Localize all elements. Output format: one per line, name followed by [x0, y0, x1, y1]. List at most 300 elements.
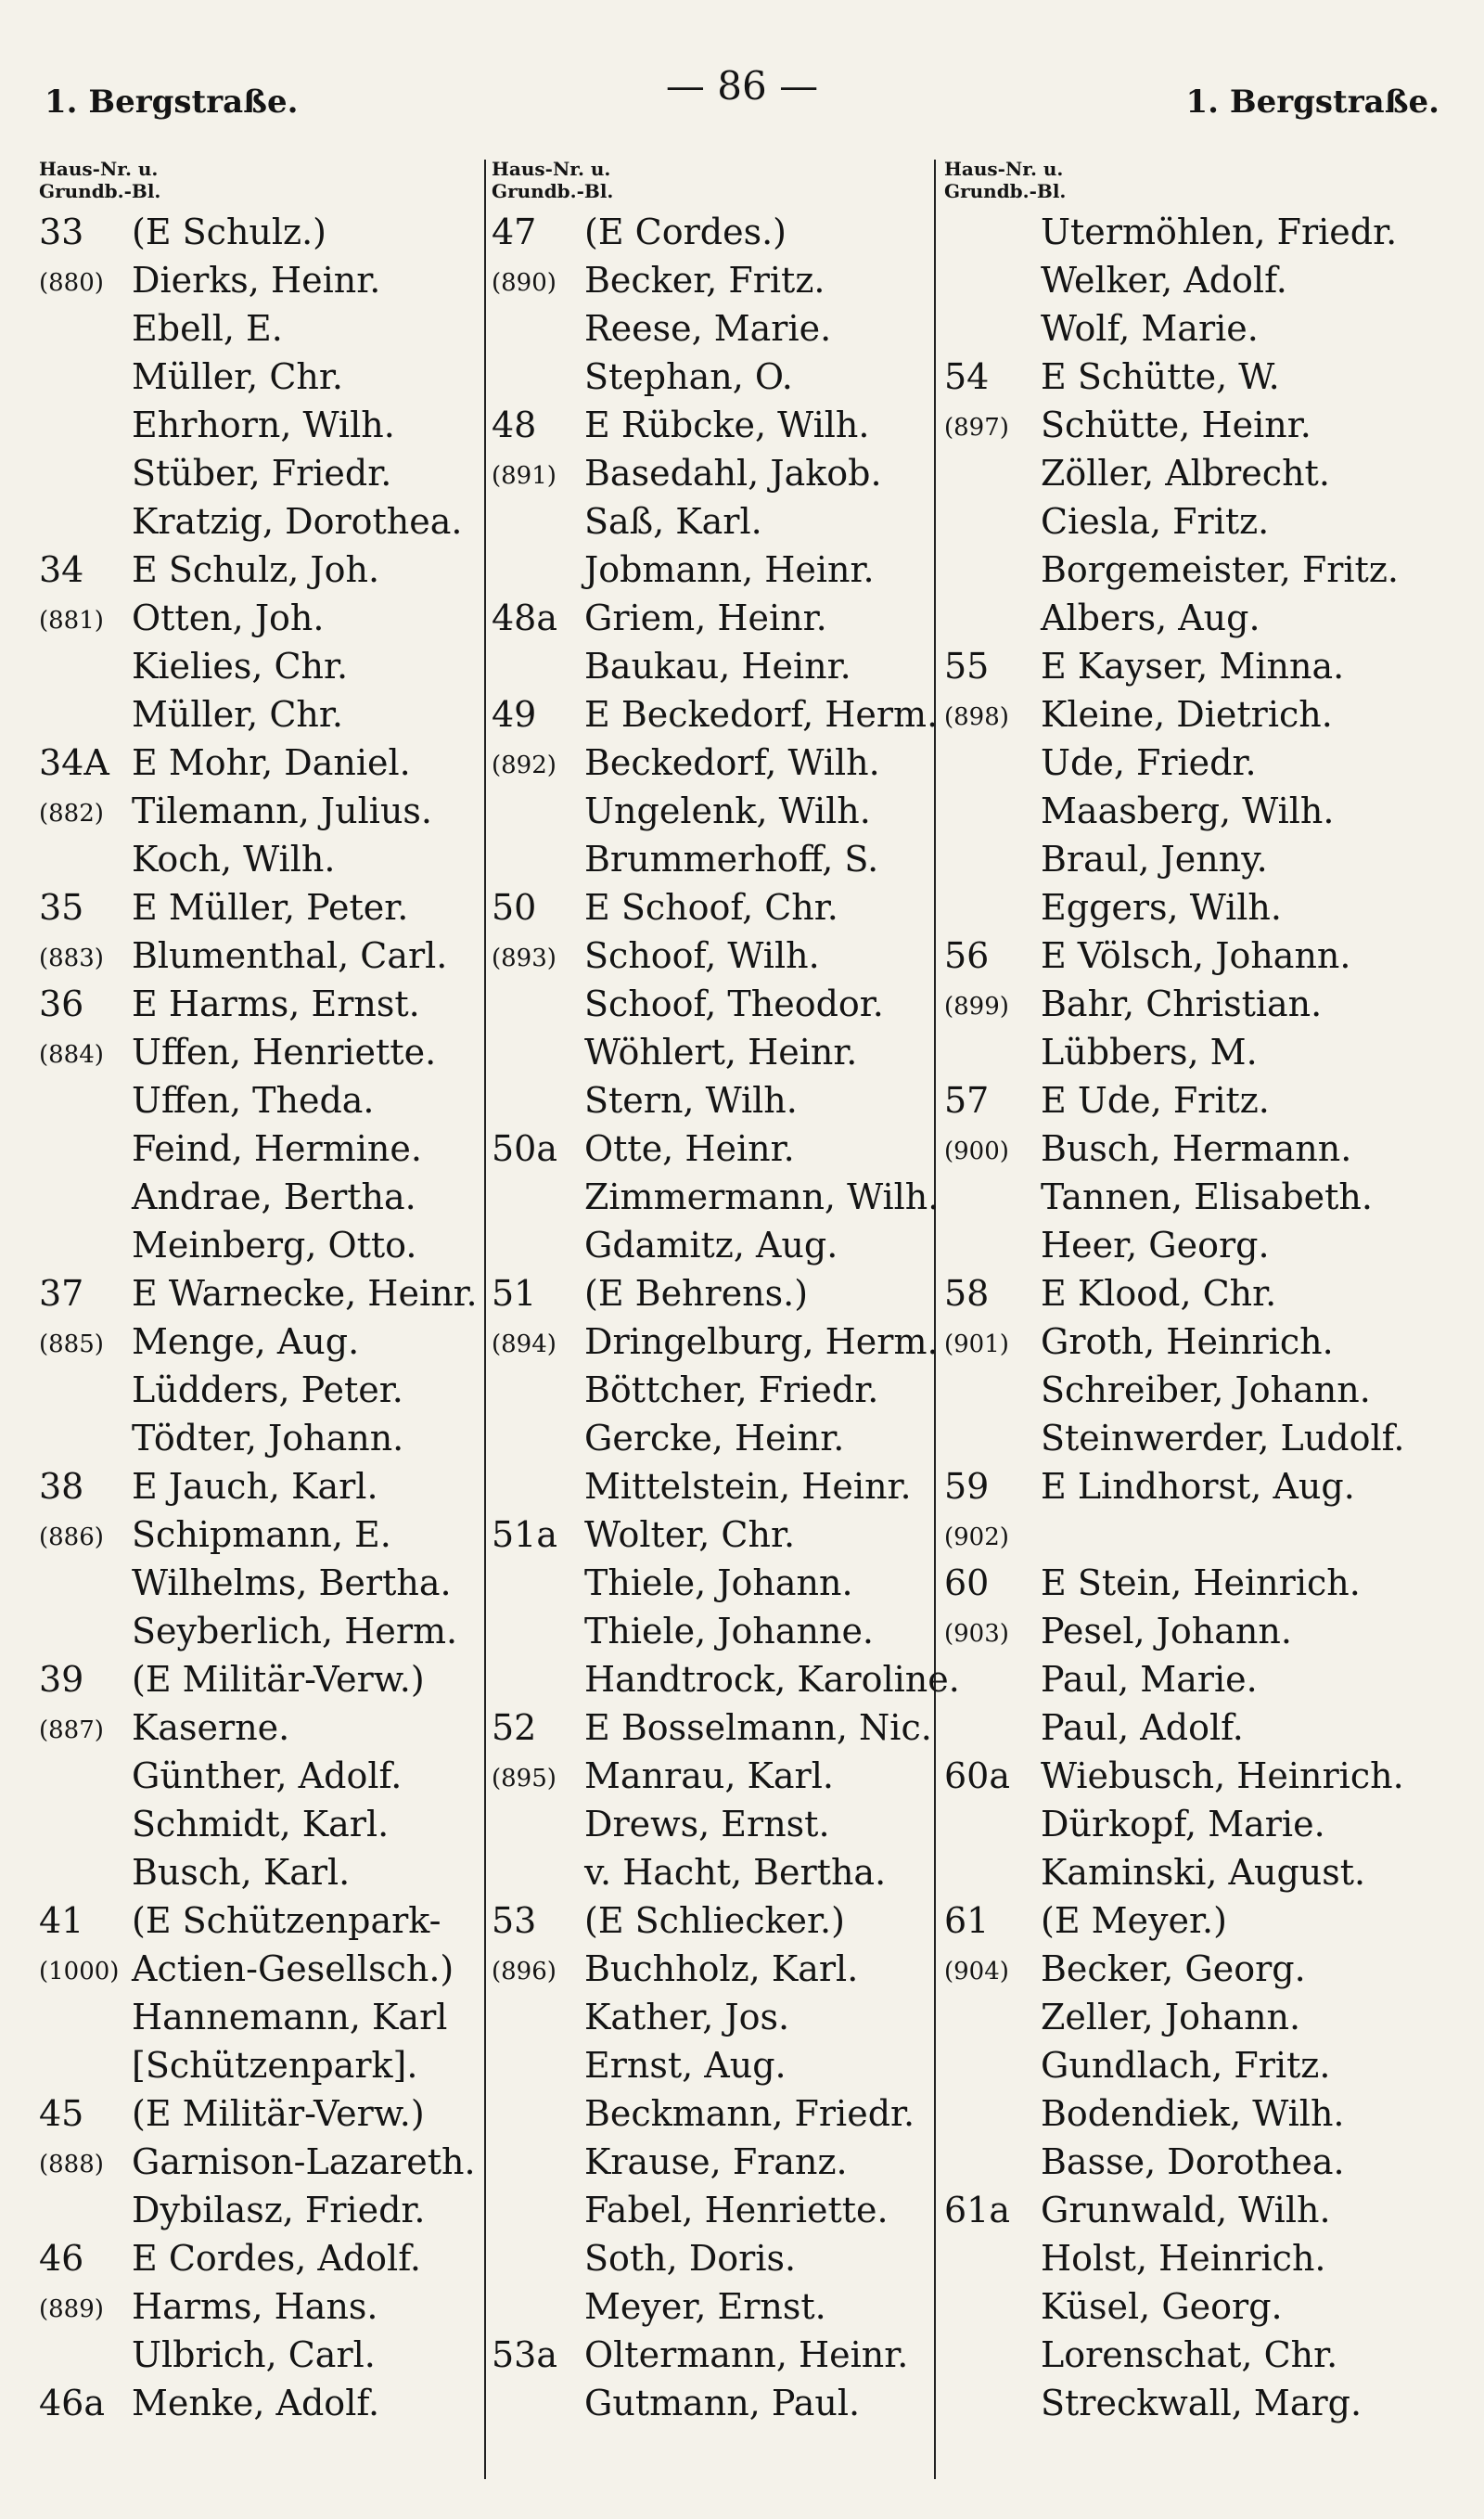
- directory-entry: [944, 1269, 1408, 1317]
- directory-entry: [39, 1896, 475, 1945]
- house-number: 51a: [492, 1514, 558, 1555]
- directory-entry: [39, 1848, 475, 1896]
- resident-name: Gdamitz, Aug.: [584, 1225, 838, 1266]
- directory-entry: [39, 1703, 475, 1752]
- resident-name: Schoof, Wilh.: [584, 935, 820, 976]
- resident-name: E Klood, Chr.: [1041, 1273, 1277, 1314]
- resident-name: Becker, Fritz.: [584, 260, 825, 301]
- land-register-sheet: (903): [944, 1620, 1009, 1648]
- directory-entry: [944, 1076, 1408, 1125]
- resident-name: Menke, Adolf.: [132, 2383, 380, 2423]
- resident-name: Tilemann, Julius.: [132, 790, 433, 831]
- directory-entry: [944, 497, 1408, 546]
- directory-entry: [492, 1028, 928, 1076]
- directory-entry: [944, 1993, 1408, 2041]
- resident-name: Stern, Wilh.: [584, 1080, 798, 1121]
- directory-entry: [39, 739, 475, 787]
- directory-entry: [492, 883, 928, 932]
- resident-name: Ungelenk, Wilh.: [584, 790, 871, 831]
- directory-entry: [492, 1607, 928, 1655]
- directory-entry: [492, 1317, 939, 1366]
- resident-name: Zimmermann, Wilh.: [584, 1176, 940, 1217]
- directory-entry: [39, 642, 475, 690]
- directory-entry: [944, 1607, 1408, 1655]
- house-number: 38: [39, 1466, 84, 1507]
- resident-name: Ehrhorn, Wilh.: [132, 405, 395, 445]
- land-register-sheet: (883): [39, 945, 104, 972]
- house-number: 39: [39, 1659, 84, 1700]
- directory-entry: [492, 835, 928, 883]
- resident-name: Thiele, Johanne.: [584, 1611, 875, 1651]
- resident-name: Uffen, Henriette.: [132, 1032, 437, 1073]
- directory-entry: [944, 1366, 1408, 1414]
- directory-entry: [944, 2186, 1408, 2234]
- directory-entry: [492, 546, 928, 594]
- directory-entry: [492, 1993, 928, 2041]
- resident-name: Mittelstein, Heinr.: [584, 1466, 912, 1507]
- resident-name: Braul, Jenny.: [1041, 839, 1268, 880]
- resident-name: Borgemeister, Fritz.: [1041, 549, 1399, 590]
- directory-entry: [39, 980, 475, 1028]
- resident-name: Welker, Adolf.: [1041, 260, 1287, 301]
- resident-name: Schmidt, Karl.: [132, 1804, 390, 1844]
- column-header-line: Haus-Nr. u.: [944, 158, 1064, 180]
- directory-entry: [944, 1848, 1408, 1896]
- house-number: 46a: [39, 2383, 106, 2423]
- directory-entry: [492, 932, 928, 980]
- resident-name: Zeller, Johann.: [1041, 1997, 1301, 2037]
- house-number: 51: [492, 1273, 537, 1314]
- house-number: 48: [492, 405, 537, 445]
- resident-name: (E Cordes.): [584, 212, 787, 252]
- resident-name: Müller, Chr.: [132, 356, 343, 397]
- resident-name: (E Behrens.): [584, 1273, 809, 1314]
- directory-entry: [944, 883, 1408, 932]
- resident-name: (E Meyer.): [1041, 1900, 1227, 1941]
- house-number: 50a: [492, 1128, 558, 1169]
- directory-entry: [492, 2379, 928, 2427]
- land-register-sheet: (880): [39, 269, 104, 297]
- house-number: 60: [944, 1562, 990, 1603]
- directory-entry: [492, 642, 928, 690]
- column-divider: [484, 160, 486, 2479]
- directory-entry: [492, 1655, 960, 1703]
- land-register-sheet: (888): [39, 2151, 104, 2178]
- directory-entry: [39, 1173, 475, 1221]
- directory-entry: [492, 497, 928, 546]
- directory-entry: [492, 980, 928, 1028]
- directory-entry: [492, 1703, 932, 1752]
- house-number: 35: [39, 887, 84, 928]
- directory-entry: [39, 1945, 475, 1993]
- resident-name: Meinberg, Otto.: [132, 1225, 417, 1266]
- column-header: [944, 158, 1408, 208]
- resident-name: Dybilasz, Friedr.: [132, 2190, 426, 2230]
- land-register-sheet: (891): [492, 462, 556, 490]
- resident-name: Stüber, Friedr.: [132, 453, 392, 494]
- directory-entry: [492, 1269, 928, 1317]
- directory-entry: [39, 1269, 478, 1317]
- directory-entry: [492, 1125, 928, 1173]
- directory-entry: [492, 1462, 928, 1510]
- resident-name: E Warnecke, Heinr.: [132, 1273, 478, 1314]
- resident-name: Ernst, Aug.: [584, 2045, 787, 2086]
- directory-entry: [944, 932, 1408, 980]
- directory-column-1: [39, 158, 478, 2427]
- directory-entry: [944, 642, 1408, 690]
- resident-name: Wiebusch, Heinrich.: [1041, 1755, 1404, 1796]
- resident-name: Hannemann, Karl: [132, 1997, 448, 2037]
- directory-entry: [492, 1221, 928, 1269]
- resident-name: Gundlach, Fritz.: [1041, 2045, 1331, 2086]
- resident-name: Ebell, E.: [132, 308, 283, 349]
- resident-name: Pesel, Johann.: [1041, 1611, 1292, 1651]
- land-register-sheet: (900): [944, 1137, 1009, 1165]
- resident-name: Ciesla, Fritz.: [1041, 501, 1270, 542]
- resident-name: Lorenschat, Chr.: [1041, 2334, 1338, 2375]
- directory-entry: [492, 2234, 928, 2282]
- directory-entry: [944, 1800, 1408, 1848]
- house-number: 34: [39, 549, 84, 590]
- directory-entry: [39, 932, 475, 980]
- directory-entry: [944, 835, 1408, 883]
- house-number: 48a: [492, 598, 558, 638]
- directory-entry: [944, 2089, 1408, 2138]
- directory-entry: [944, 1414, 1408, 1462]
- directory-entry: [492, 208, 928, 256]
- resident-name: E Bosselmann, Nic.: [584, 1707, 932, 1748]
- directory-entry: [944, 2331, 1408, 2379]
- directory-entry: [39, 1076, 475, 1125]
- directory-entry: [492, 2041, 928, 2089]
- directory-entry: [944, 1510, 1408, 1559]
- house-number: 52: [492, 1707, 537, 1748]
- resident-name: E Jauch, Karl.: [132, 1466, 378, 1507]
- land-register-sheet: (899): [944, 993, 1009, 1021]
- resident-name: Otten, Joh.: [132, 598, 325, 638]
- directory-entry: [39, 546, 475, 594]
- land-register-sheet: (882): [39, 800, 104, 828]
- resident-name: Basedahl, Jakob.: [584, 453, 882, 494]
- resident-name: Tödter, Johann.: [132, 1418, 404, 1459]
- resident-name: Busch, Hermann.: [1041, 1128, 1352, 1169]
- resident-name: Streckwall, Marg.: [1041, 2383, 1362, 2423]
- directory-entry: [944, 449, 1408, 497]
- resident-name: Handtrock, Karoline.: [584, 1659, 960, 1700]
- resident-name: Wolf, Marie.: [1041, 308, 1259, 349]
- running-head-right: 1. Bergstraße.: [1185, 84, 1439, 121]
- directory-entry: [492, 1076, 928, 1125]
- land-register-sheet: (895): [492, 1765, 556, 1793]
- resident-name: Meyer, Ernst.: [584, 2286, 826, 2327]
- directory-entry: [39, 353, 475, 401]
- house-number: 61: [944, 1900, 990, 1941]
- resident-name: Groth, Heinrich.: [1041, 1321, 1334, 1362]
- resident-name: Otte, Heinr.: [584, 1128, 795, 1169]
- directory-column-2: [492, 158, 960, 2427]
- resident-name: Bodendiek, Wilh.: [1041, 2093, 1345, 2134]
- directory-entry: [944, 2234, 1408, 2282]
- house-number: 46: [39, 2238, 84, 2279]
- resident-name: Koch, Wilh.: [132, 839, 336, 880]
- resident-name: Schipmann, E.: [132, 1514, 391, 1555]
- resident-name: Oltermann, Heinr.: [584, 2334, 909, 2375]
- directory-entry: [944, 1703, 1408, 1752]
- resident-name: Becker, Georg.: [1041, 1948, 1306, 1989]
- resident-name: Wolter, Chr.: [584, 1514, 796, 1555]
- column-header-line: Haus-Nr. u.: [492, 158, 611, 180]
- resident-name: Kaserne.: [132, 1707, 290, 1748]
- house-number: 49: [492, 694, 537, 735]
- directory-entry: [39, 1462, 475, 1510]
- resident-name: Feind, Hermine.: [132, 1128, 422, 1169]
- column-header-line: Grundb.-Bl.: [492, 180, 614, 202]
- directory-entry: [492, 1510, 928, 1559]
- directory-entry: [39, 256, 475, 304]
- directory-entry: [944, 353, 1408, 401]
- column-header: [39, 158, 475, 208]
- directory-entry: [944, 546, 1408, 594]
- resident-name: (E Militär-Verw.): [132, 2093, 425, 2134]
- directory-entry: [39, 2379, 475, 2427]
- directory-entry: [944, 1317, 1408, 1366]
- directory-entry: [944, 1125, 1408, 1173]
- directory-entry: [39, 1559, 475, 1607]
- directory-entry: [39, 1366, 475, 1414]
- directory-entry: [492, 449, 928, 497]
- resident-name: Müller, Chr.: [132, 694, 343, 735]
- directory-entry: [39, 304, 475, 353]
- house-number: 50: [492, 887, 537, 928]
- resident-name: Dierks, Heinr.: [132, 260, 381, 301]
- directory-entry: [39, 1655, 475, 1703]
- directory-entry: [492, 594, 928, 642]
- resident-name: Schreiber, Johann.: [1041, 1369, 1371, 1410]
- resident-name: E Stein, Heinrich.: [1041, 1562, 1361, 1603]
- resident-name: Drews, Ernst.: [584, 1804, 830, 1844]
- directory-entry: [39, 1028, 475, 1076]
- directory-entry: [39, 401, 475, 449]
- directory-entry: [39, 1993, 475, 2041]
- resident-name: Beckedorf, Wilh.: [584, 742, 880, 783]
- resident-name: Blumenthal, Carl.: [132, 935, 448, 976]
- resident-name: E Lindhorst, Aug.: [1041, 1466, 1355, 1507]
- directory-entry: [39, 2138, 475, 2186]
- directory-entry: [492, 787, 928, 835]
- directory-entry: [492, 2282, 928, 2331]
- directory-entry: [39, 883, 475, 932]
- resident-name: Eggers, Wilh.: [1041, 887, 1282, 928]
- directory-entry: [492, 1848, 928, 1896]
- resident-name: Schütte, Heinr.: [1041, 405, 1311, 445]
- directory-entry: [944, 1896, 1408, 1945]
- house-number: 34A: [39, 742, 109, 783]
- directory-entry: [492, 2186, 928, 2234]
- land-register-sheet: (886): [39, 1523, 104, 1551]
- resident-name: E Mohr, Daniel.: [132, 742, 411, 783]
- directory-entry: [492, 256, 928, 304]
- directory-entry: [39, 1221, 475, 1269]
- resident-name: E Schoof, Chr.: [584, 887, 838, 928]
- resident-name: Schoof, Theodor.: [584, 983, 884, 1024]
- resident-name: Krause, Franz.: [584, 2141, 848, 2182]
- house-number: 36: [39, 983, 84, 1024]
- directory-entry: [39, 690, 475, 739]
- directory-entry: [492, 1752, 928, 1800]
- resident-name: E Harms, Ernst.: [132, 983, 420, 1024]
- directory-entry: [39, 594, 475, 642]
- resident-name: Garnison-Lazareth.: [132, 2141, 476, 2182]
- land-register-sheet: (898): [944, 703, 1009, 731]
- directory-entry: [944, 1173, 1408, 1221]
- resident-name: Buchholz, Karl.: [584, 1948, 859, 1989]
- directory-entry: [944, 1559, 1408, 1607]
- land-register-sheet: (890): [492, 269, 556, 297]
- directory-entry: [39, 1125, 475, 1173]
- directory-entry: [944, 690, 1408, 739]
- house-number: 57: [944, 1080, 990, 1121]
- resident-name: Beckmann, Friedr.: [584, 2093, 915, 2134]
- land-register-sheet: (881): [39, 607, 104, 635]
- resident-name: E Schulz, Joh.: [132, 549, 380, 590]
- resident-name: Fabel, Henriette.: [584, 2190, 889, 2230]
- resident-name: Andrae, Bertha.: [132, 1176, 416, 1217]
- house-number: 59: [944, 1466, 990, 1507]
- resident-name: Dürkopf, Marie.: [1041, 1804, 1325, 1844]
- land-register-sheet: (904): [944, 1958, 1009, 1986]
- directory-entry: [492, 739, 928, 787]
- resident-name: Albers, Aug.: [1041, 598, 1260, 638]
- resident-name: Ulbrich, Carl.: [132, 2334, 376, 2375]
- resident-name: E Beckedorf, Herm.: [584, 694, 939, 735]
- directory-entry: [492, 2138, 928, 2186]
- land-register-sheet: (892): [492, 752, 556, 779]
- page-header: [45, 63, 1439, 119]
- directory-entry: [39, 2282, 475, 2331]
- column-header: [492, 158, 928, 208]
- resident-name: E Kayser, Minna.: [1041, 646, 1345, 687]
- directory-entry: [944, 1752, 1408, 1800]
- directory-entry: [944, 2282, 1408, 2331]
- directory-entry: [39, 1510, 475, 1559]
- resident-name: Lübbers, M.: [1041, 1032, 1258, 1073]
- resident-name: E Rübcke, Wilh.: [584, 405, 870, 445]
- column-header-line: Grundb.-Bl.: [944, 180, 1067, 202]
- directory-entry: [944, 1655, 1408, 1703]
- directory-entry: [39, 2041, 475, 2089]
- directory-entry: [39, 2089, 475, 2138]
- directory-entry: [944, 304, 1408, 353]
- resident-name: E Müller, Peter.: [132, 887, 409, 928]
- resident-name: Dringelburg, Herm.: [584, 1321, 939, 1362]
- resident-name: Zöller, Albrecht.: [1041, 453, 1330, 494]
- resident-name: Steinwerder, Ludolf.: [1041, 1418, 1405, 1459]
- directory-entry: [492, 401, 928, 449]
- directory-entry: [944, 208, 1408, 256]
- resident-name: Günther, Adolf.: [132, 1755, 403, 1796]
- resident-name: Tannen, Elisabeth.: [1041, 1176, 1373, 1217]
- column-header-line: Haus-Nr. u.: [39, 158, 159, 180]
- directory-entry: [944, 787, 1408, 835]
- resident-name: Busch, Karl.: [132, 1852, 351, 1893]
- resident-name: Menge, Aug.: [132, 1321, 360, 1362]
- directory-entry: [39, 449, 475, 497]
- directory-entry: [39, 787, 475, 835]
- resident-name: Bahr, Christian.: [1041, 983, 1323, 1024]
- resident-name: Küsel, Georg.: [1041, 2286, 1283, 2327]
- directory-entry: [39, 2331, 475, 2379]
- land-register-sheet: (893): [492, 945, 556, 972]
- directory-entry: [39, 2186, 475, 2234]
- house-number: 53: [492, 1900, 537, 1941]
- resident-name: Kielies, Chr.: [132, 646, 349, 687]
- resident-name: Maasberg, Wilh.: [1041, 790, 1335, 831]
- page-number: — 86 —: [665, 63, 819, 109]
- directory-column-3: [944, 158, 1408, 2427]
- directory-entry: [39, 1607, 475, 1655]
- house-number: 41: [39, 1900, 84, 1941]
- land-register-sheet: (885): [39, 1330, 104, 1358]
- running-head-left: 1. Bergstraße.: [45, 84, 299, 121]
- land-register-sheet: (884): [39, 1041, 104, 1069]
- resident-name: Harms, Hans.: [132, 2286, 378, 2327]
- resident-name: Gercke, Heinr.: [584, 1418, 845, 1459]
- land-register-sheet: (887): [39, 1716, 104, 1744]
- directory-entry: [39, 497, 475, 546]
- resident-name: Kleine, Dietrich.: [1041, 694, 1333, 735]
- resident-name: (E Schützenpark-: [132, 1900, 441, 1941]
- resident-name: Jobmann, Heinr.: [584, 549, 875, 590]
- land-register-sheet: (901): [944, 1330, 1009, 1358]
- land-register-sheet: (889): [39, 2295, 104, 2323]
- column-header-line: Grundb.-Bl.: [39, 180, 161, 202]
- resident-name: E Schütte, W.: [1041, 356, 1280, 397]
- directory-entry: [492, 1559, 928, 1607]
- resident-name: Paul, Marie.: [1041, 1659, 1258, 1700]
- resident-name: Saß, Karl.: [584, 501, 762, 542]
- directory-entry: [492, 1945, 928, 1993]
- resident-name: Basse, Dorothea.: [1041, 2141, 1345, 2182]
- directory-entry: [492, 1800, 928, 1848]
- resident-name: Wöhlert, Heinr.: [584, 1032, 858, 1073]
- land-register-sheet: (897): [944, 414, 1009, 442]
- house-number: 61a: [944, 2190, 1011, 2230]
- house-number: 56: [944, 935, 990, 976]
- land-register-sheet: (894): [492, 1330, 556, 1358]
- directory-entry: [492, 1173, 940, 1221]
- resident-name: Kratzig, Dorothea.: [132, 501, 463, 542]
- resident-name: Reese, Marie.: [584, 308, 832, 349]
- resident-name: Gutmann, Paul.: [584, 2383, 861, 2423]
- resident-name: Paul, Adolf.: [1041, 1707, 1244, 1748]
- directory-entry: [944, 2041, 1408, 2089]
- land-register-sheet: (896): [492, 1958, 556, 1986]
- directory-entry: [39, 835, 475, 883]
- directory-entry: [39, 1752, 475, 1800]
- resident-name: Holst, Heinrich.: [1041, 2238, 1326, 2279]
- resident-name: Wilhelms, Bertha.: [132, 1562, 452, 1603]
- resident-name: Utermöhlen, Friedr.: [1041, 212, 1398, 252]
- house-number: 53a: [492, 2334, 558, 2375]
- resident-name: Baukau, Heinr.: [584, 646, 851, 687]
- resident-name: Grunwald, Wilh.: [1041, 2190, 1331, 2230]
- resident-name: Soth, Doris.: [584, 2238, 797, 2279]
- resident-name: E Ude, Fritz.: [1041, 1080, 1270, 1121]
- resident-name: Thiele, Johann.: [584, 1562, 853, 1603]
- resident-name: Heer, Georg.: [1041, 1225, 1270, 1266]
- resident-name: Actien-Gesellsch.): [132, 1948, 454, 1989]
- house-number: 47: [492, 212, 537, 252]
